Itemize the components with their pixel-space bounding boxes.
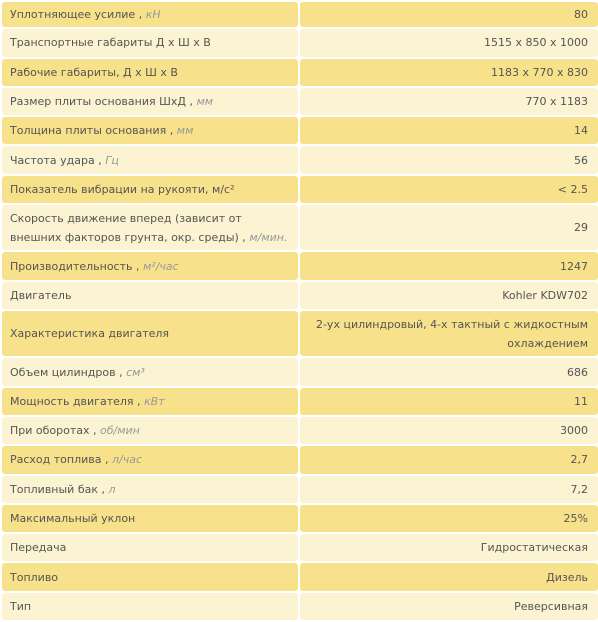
spec-value: 1515 x 850 x 1000 [300, 29, 598, 56]
spec-label: Показатель вибрации на рукояти, м/с² [10, 182, 235, 196]
spec-label-cell: Уплотняющее усилие , кН [2, 2, 298, 27]
spec-value: Гидростатическая [300, 534, 598, 561]
spec-label-cell: Расход топлива , л/час [2, 446, 298, 473]
spec-row [2, 593, 598, 620]
spec-label-cell: Скорость движение вперед (зависит от внешних факторов грунта, окр. среды) , м/мин. [2, 205, 298, 250]
spec-label-cell: Топливный бак , л [2, 476, 298, 503]
spec-row [2, 563, 598, 590]
spec-label-cell [2, 282, 298, 309]
spec-row [2, 117, 598, 144]
spec-unit: кВт [144, 394, 165, 408]
spec-label-cell [2, 505, 298, 532]
spec-row [2, 252, 598, 279]
spec-value: 25% [300, 505, 598, 532]
spec-label: Размер плиты основания ШхД [10, 94, 186, 108]
spec-label: Транспортные габариты Д х Ш х В [10, 36, 211, 50]
spec-label-cell [2, 29, 298, 56]
spec-label: Максимальный уклон [10, 511, 136, 525]
spec-unit: м/мин. [249, 230, 288, 244]
spec-value: Реверсивная [300, 593, 598, 620]
spec-label-cell [2, 534, 298, 561]
spec-value: 80 [300, 2, 598, 27]
spec-value: 2,7 [300, 446, 598, 473]
spec-label: Объем цилиндров [10, 365, 116, 379]
spec-label-cell: Частота удара , Гц [2, 146, 298, 173]
spec-label: Уплотняющее усилие [10, 8, 136, 22]
spec-row [2, 282, 598, 309]
spec-value: < 2.5 [300, 176, 598, 203]
spec-unit: Гц [105, 153, 119, 167]
spec-row [2, 388, 598, 415]
spec-label: Топливный бак [10, 482, 98, 496]
spec-label-cell: Толщина плиты основания , мм [2, 117, 298, 144]
spec-row [2, 476, 598, 503]
spec-unit: мм [196, 94, 214, 108]
spec-value: 11 [300, 388, 598, 415]
spec-label: Тип [10, 599, 32, 613]
spec-value: 29 [300, 205, 598, 250]
spec-row [2, 505, 598, 532]
spec-label-cell [2, 176, 298, 203]
spec-value: 1183 x 770 x 830 [300, 59, 598, 86]
spec-label: При оборотах [10, 424, 90, 438]
spec-row [2, 146, 598, 173]
spec-unit: мм [176, 124, 194, 138]
spec-unit: об/мин [100, 424, 140, 438]
spec-value: 686 [300, 358, 598, 385]
spec-label-cell: Размер плиты основания ШхД , мм [2, 88, 298, 115]
spec-row [2, 176, 598, 203]
spec-row [2, 59, 598, 86]
spec-unit: л [108, 482, 116, 496]
spec-row [2, 88, 598, 115]
spec-value: Kohler KDW702 [300, 282, 598, 309]
spec-label-cell [2, 593, 298, 620]
spec-label: Частота удара [10, 153, 95, 167]
spec-unit: л/час [112, 453, 143, 467]
spec-label-cell [2, 563, 298, 590]
spec-row [2, 2, 598, 27]
spec-row [2, 205, 598, 250]
spec-value: 770 x 1183 [300, 88, 598, 115]
spec-value: 2-ух цилиндровый, 4-х тактный с жидкостным охлаждением [300, 311, 598, 356]
spec-label: Рабочие габариты, Д х Ш х В [10, 65, 178, 79]
spec-value: 3000 [300, 417, 598, 444]
spec-label: Скорость движение вперед (зависит от внешних факторов грунта, окр. среды) [10, 211, 242, 244]
spec-label-cell: Объем цилиндров , см³ [2, 358, 298, 385]
spec-label: Производительность [10, 259, 133, 273]
spec-label-cell: Производительность , м²/час [2, 252, 298, 279]
spec-value: 1247 [300, 252, 598, 279]
spec-row [2, 29, 598, 56]
spec-row [2, 446, 598, 473]
spec-label: Топливо [10, 570, 59, 584]
spec-unit: м²/час [143, 259, 179, 273]
spec-value: 14 [300, 117, 598, 144]
spec-unit: кН [145, 8, 161, 22]
spec-value: Дизель [300, 563, 598, 590]
spec-row [2, 358, 598, 385]
spec-label: Характеристика двигателя [10, 327, 170, 341]
spec-label-cell [2, 311, 298, 356]
spec-row [2, 311, 598, 356]
spec-value: 56 [300, 146, 598, 173]
spec-label-cell: При оборотах , об/мин [2, 417, 298, 444]
spec-label: Мощность двигателя [10, 394, 134, 408]
spec-row [2, 534, 598, 561]
spec-label-cell: Мощность двигателя , кВт [2, 388, 298, 415]
spec-label: Передача [10, 541, 67, 555]
spec-label-cell [2, 59, 298, 86]
spec-label: Расход топлива [10, 453, 102, 467]
spec-label: Толщина плиты основания [10, 124, 167, 138]
spec-value: 7,2 [300, 476, 598, 503]
spec-unit: см³ [126, 365, 145, 379]
spec-label: Двигатель [10, 288, 72, 302]
spec-row [2, 417, 598, 444]
